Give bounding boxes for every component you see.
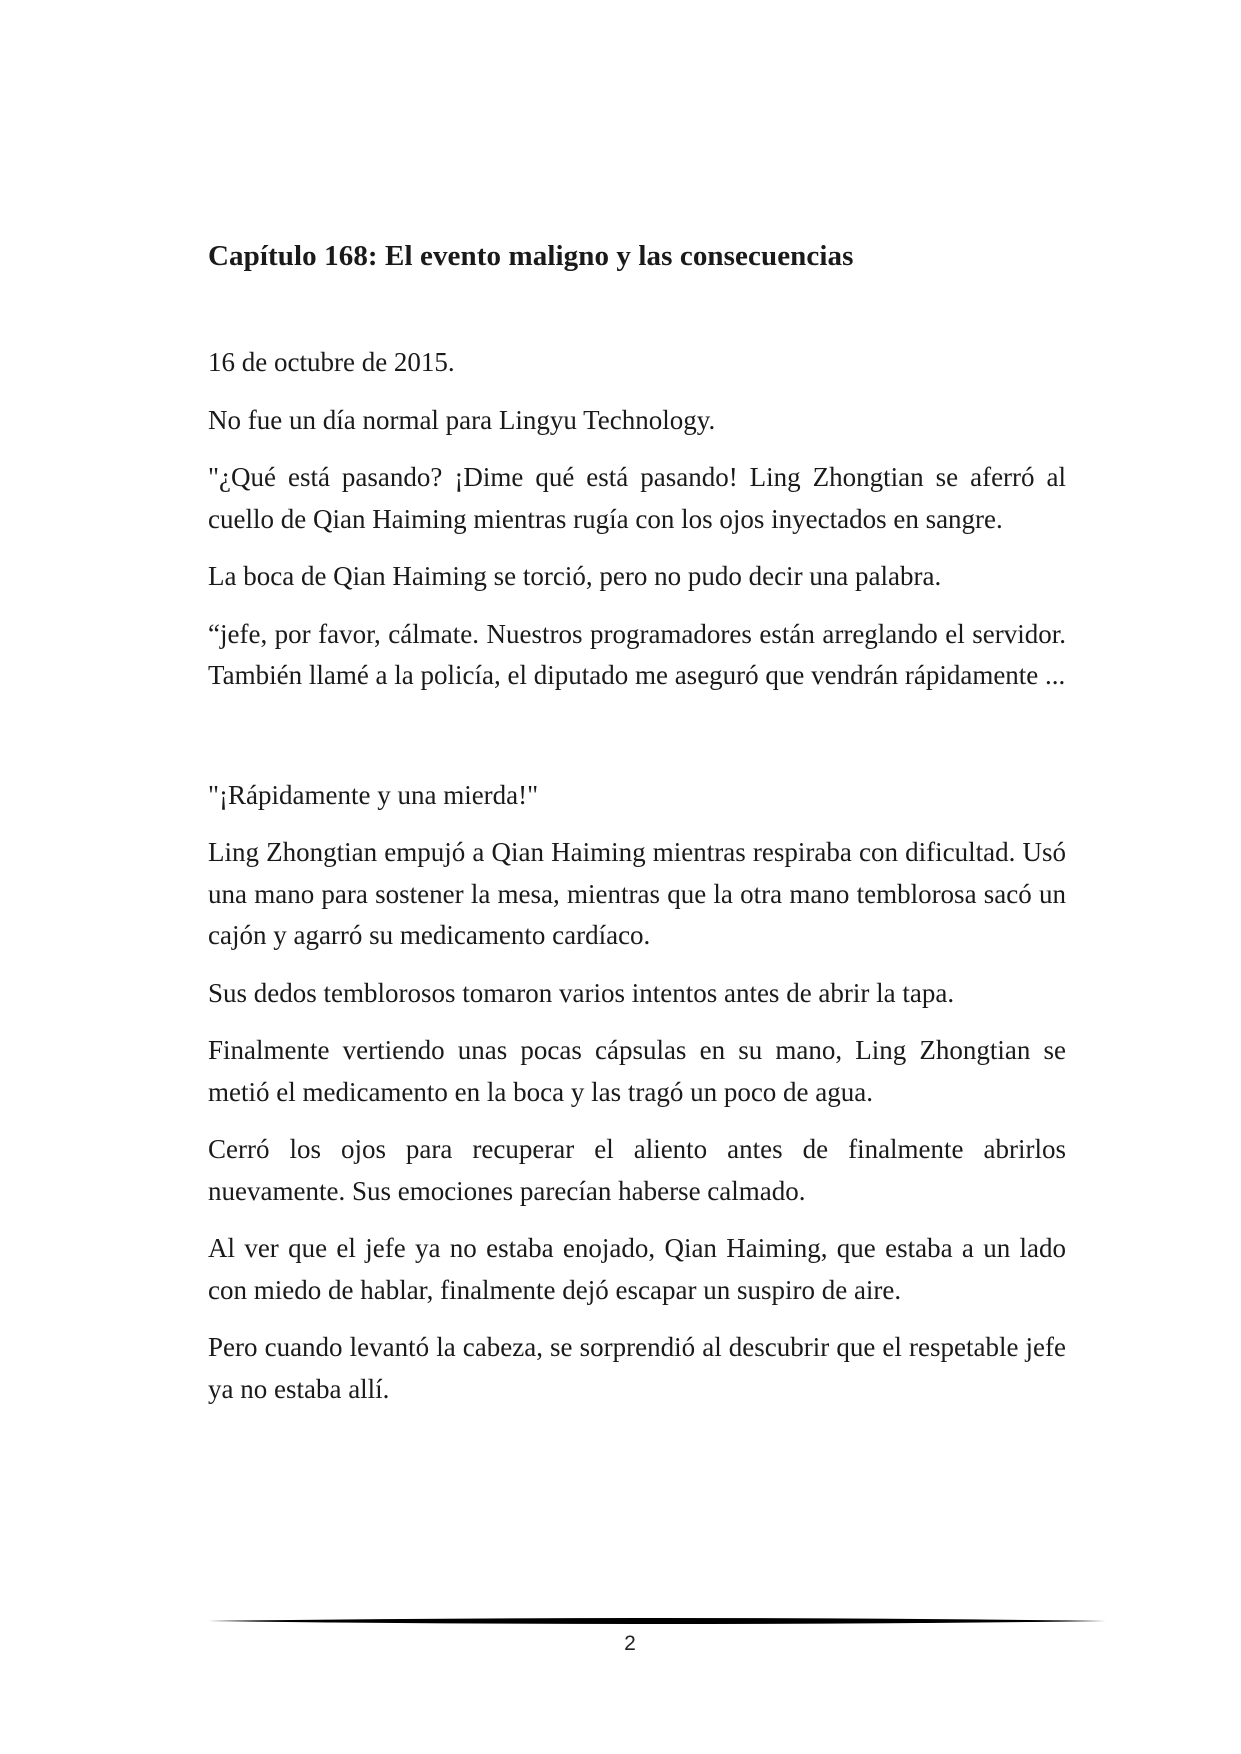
paragraph: Al ver que el jefe ya no estaba enojado, Qian Haiming, que estaba a un lado con miedo de hablar, finalmente dejó escapar un suspiro de aire. — [208, 1233, 1066, 1305]
paragraph: Sus dedos temblorosos tomaron varios intentos antes de abrir la tapa. — [208, 977, 955, 1008]
paragraph: Cerró los ojos para recuperar el aliento antes de finalmente abrirlos nuevamente. Sus emociones parecían haberse calmado. — [208, 1134, 1066, 1206]
paragraph: "¡Rápidamente y una mierda!" — [208, 779, 539, 810]
paragraph: Ling Zhongtian empujó a Qian Haiming mientras respiraba con dificultad. Usó una mano para sostener la mesa, mientras que la otra mano temblorosa sacó un cajón y agarró su medicamento cardíaco. — [208, 837, 1066, 950]
paragraph: Finalmente vertiendo unas pocas cápsulas en su mano, Ling Zhongtian se metió el medicamento en la boca y las tragó un poco de agua. — [208, 1035, 1066, 1107]
paragraph: "¿Qué está pasando? ¡Dime qué está pasando! Ling Zhongtian se aferró al cuello de Qian Haiming mientras rugía con los ojos inyectados en sangre. — [208, 462, 1066, 534]
page-number: 2 — [624, 1632, 636, 1655]
paragraph: La boca de Qian Haiming se torció, pero no pudo decir una palabra. — [208, 561, 942, 591]
paragraph: “jefe, por favor, cálmate. Nuestros programadores están arreglando el servidor. También llamé a la policía, el diputado me aseguró que vendrán rápidamente ... — [208, 618, 1066, 690]
footer-divider — [208, 1616, 1106, 1626]
paragraph-date: 16 de octubre de 2015. — [208, 347, 455, 377]
paragraph: No fue un día normal para Lingyu Technology. — [208, 404, 716, 435]
paragraph: Pero cuando levantó la cabeza, se sorprendió al descubrir que el respetable jefe ya no estaba allí. — [208, 1332, 1066, 1404]
chapter-title: Capítulo 168: El evento maligno y las consecuencias — [208, 240, 854, 272]
page-content — [208, 232, 1066, 1426]
